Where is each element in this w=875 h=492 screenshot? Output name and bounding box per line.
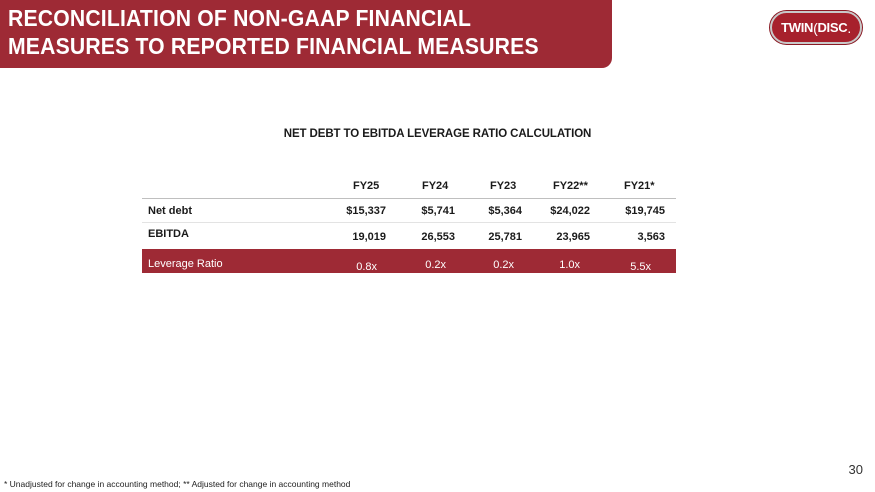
page-title-line-1: RECONCILIATION OF NON-GAAP FINANCIAL (8, 5, 472, 31)
table-row-ebitda (142, 223, 676, 247)
table-row-net-debt (142, 199, 676, 223)
net-debt-fy23: $5,364 (488, 205, 522, 217)
ebitda-fy21: 3,563 (637, 231, 665, 243)
leverage-ratio-table (142, 175, 676, 273)
table-header-row (142, 175, 676, 199)
logo-text-left: TWIN (781, 20, 814, 35)
leverage-ratio-fy25: 0.8x (356, 261, 377, 273)
logo-paren-icon: ( (813, 19, 818, 36)
column-header-fy22: FY22** (553, 180, 588, 192)
row-label-ebitda: EBITDA (148, 228, 189, 240)
net-debt-fy24: $5,741 (421, 205, 455, 217)
footnote: * Unadjusted for change in accounting method; ** Adjusted for change in accounting method (4, 479, 351, 489)
ebitda-fy25: 19,019 (352, 231, 386, 243)
net-debt-fy21: $19,745 (625, 205, 665, 217)
ebitda-fy22: 23,965 (556, 231, 590, 243)
page-number: 30 (848, 462, 863, 477)
leverage-ratio-fy24: 0.2x (425, 259, 446, 271)
row-label-net-debt: Net debt (148, 205, 192, 217)
twin-disc-logo (770, 11, 862, 44)
net-debt-fy25: $15,337 (346, 205, 386, 217)
ebitda-fy23: 25,781 (488, 231, 522, 243)
column-header-fy23: FY23 (490, 180, 517, 192)
net-debt-fy22: $24,022 (550, 205, 590, 217)
table-row-leverage-ratio (142, 249, 676, 273)
ebitda-fy24: 26,553 (421, 231, 455, 243)
leverage-ratio-fy21: 5.5x (630, 261, 651, 273)
logo-text-right: DISC (817, 20, 848, 35)
column-header-fy24: FY24 (422, 180, 449, 192)
page-title-line-2: MEASURES TO REPORTED FINANCIAL MEASURES (8, 33, 539, 59)
row-label-leverage-ratio: Leverage Ratio (148, 258, 223, 270)
logo-paren-icon: . (847, 19, 851, 36)
leverage-ratio-fy22: 1.0x (559, 259, 580, 271)
column-header-fy25: FY25 (353, 180, 380, 192)
leverage-ratio-fy23: 0.2x (493, 259, 514, 271)
title-banner (0, 0, 612, 68)
column-header-fy21: FY21* (624, 180, 655, 192)
section-title: NET DEBT TO EBITDA LEVERAGE RATIO CALCULATION (283, 128, 592, 140)
